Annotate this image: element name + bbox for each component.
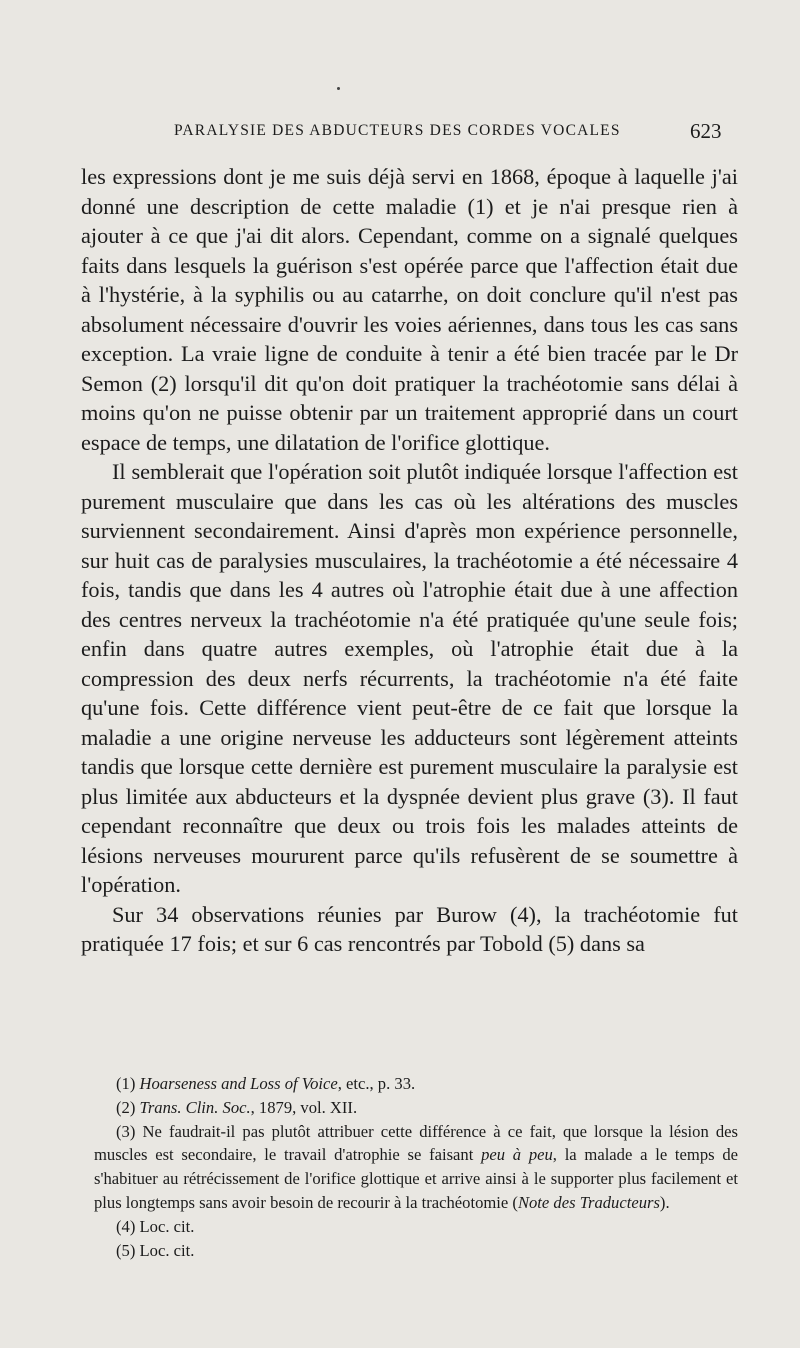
footnote-marker: (4) [116,1216,136,1236]
footnote-marker: (1) [116,1074,136,1093]
footnote-title: Hoarseness and Loss of Voice [139,1074,338,1093]
footnote-text: Loc. cit. [139,1240,195,1260]
footnote-text: , la malade a le temps de s'habituer au rétrécissement de l'orifice glottique et arrive ainsi à le supporter plus facilement et plus longtemps sans avoir besoin de recourir à la trachéotomie ( [94,1145,738,1212]
footnote-3 [94,1120,738,1215]
ink-speck [337,87,340,90]
footnote-emphasis: peu à peu [481,1145,553,1165]
footnote-2 [94,1096,738,1120]
footnote-1 [94,1072,738,1096]
paragraph-1: les expressions dont je me suis déjà servi en 1868, époque à laquelle j'ai donné une description de cette maladie (1) et je n'ai presque rien à ajouter à ce que j'ai dit alors. Cependant, comme on a signalé quelques faits dans lesquels la guérison s'est opérée parce que l'affection était due à l'hystérie, à la syphilis ou au catarrhe, on doit conclure qu'il n'est pas absolument nécessaire d'ouvrir les voies aériennes, dans tous les cas sans exception. La vraie ligne de conduite à tenir a été bien tracée par le Dr Semon (2) lorsqu'il dit qu'on doit pratiquer la trachéotomie sans délai à moins qu'on ne puisse obtenir par un traitement approprié dans un court espace de temps, une dilatation de l'orifice glottique. [81,164,738,455]
footnote-marker: (3) [116,1121,136,1141]
footnote-5 [94,1239,738,1263]
footnote-title: Trans. Clin. Soc. [139,1097,251,1117]
footnote-text: Ne faudrait-il pas plutôt attribuer cette différence à ce fait, que lorsque la lésion des muscles est secondaire, le travail d'atrophie se faisant [94,1121,738,1165]
footnote-marker: (2) [116,1097,136,1117]
running-head [0,119,800,150]
running-head-title: PARALYSIE DES ABDUCTEURS DES CORDES VOCALES [174,122,621,139]
footnote-text: , etc., p. 33. [337,1074,416,1093]
page-number: 623 [690,119,722,143]
footnote-marker: (5) [116,1240,136,1260]
footnotes [94,1072,738,1262]
footnote-4 [94,1215,738,1239]
body-text [81,162,738,959]
footnote-text: Loc. cit. [139,1216,195,1236]
paragraph-3: Sur 34 observations réunies par Burow (4), la trachéotomie fut pratiquée 17 fois; et sur 6 cas rencontrés par Tobold (5) dans sa [81,901,738,956]
footnote-text: ). [659,1192,670,1212]
paragraph-2: Il semblerait que l'opération soit plutôt indiquée lorsque l'affection est purement musculaire que dans les cas où les altérations des muscles surviennent secondairement. Ainsi d'après mon expérience personnelle, sur huit cas de paralysies musculaires, la trachéotomie a été nécessaire 4 fois, tandis que dans les 4 autres où l'atrophie était due à une affection des centres nerveux la trachéotomie n'a été pratiquée qu'une seule fois; enfin dans quatre autres exemples, où l'atrophie était due à la compression des deux nerfs récurrents, la trachéotomie n'a été faite qu'une fois. Cette différence vient peut-être de ce fait que lorsque la maladie a une origine nerveuse les adducteurs sont légèrement atteints tandis que lorsque cette dernière est purement musculaire la paralysie est plus limitée aux abducteurs et la dyspnée devient plus grave (3). Il faut cependant reconnaître que deux ou trois fois les malades atteints de lésions nerveuses moururent parce qu'ils refusèrent de se soumettre à l'opération. [81,459,738,897]
footnote-text: , 1879, vol. XII. [250,1097,358,1117]
footnote-emphasis: Note des Traducteurs [517,1192,660,1212]
